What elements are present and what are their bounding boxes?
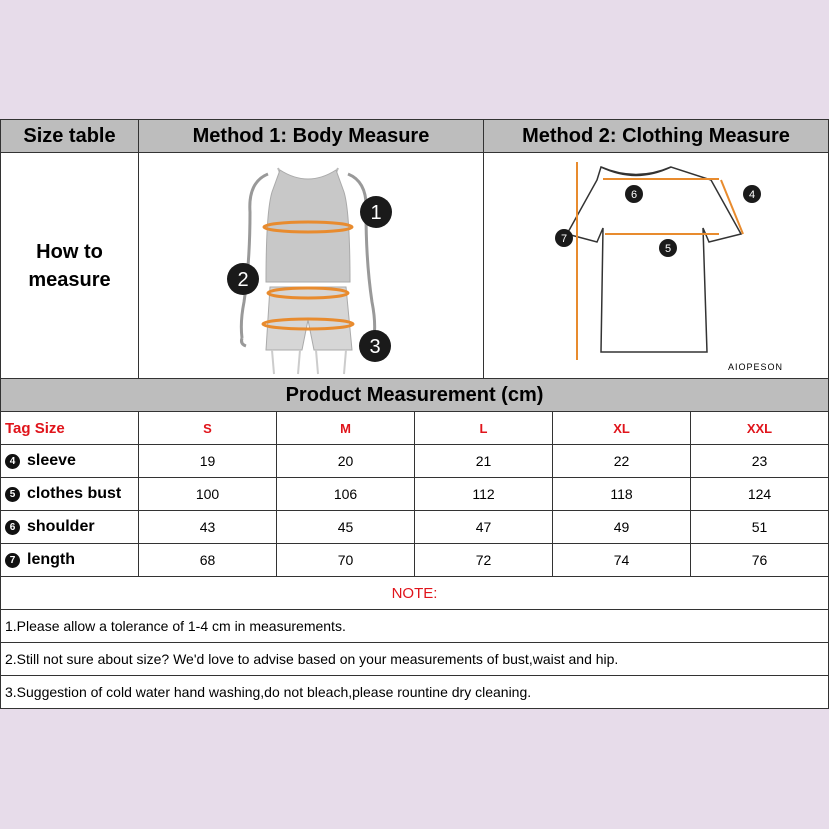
- size-table-header: Size table: [0, 119, 139, 153]
- table-cell: 74: [552, 543, 691, 577]
- marker-1-label: 1: [370, 202, 382, 224]
- table-cell: 23: [690, 444, 829, 478]
- row-label-bust: clothes bust: [27, 485, 122, 502]
- marker-4-label: 4: [748, 189, 756, 201]
- marker-7-label: 7: [560, 233, 568, 245]
- section-title: Product Measurement (cm): [0, 378, 829, 412]
- tshirt-illustration: [483, 152, 829, 379]
- size-header-l: L: [414, 411, 553, 445]
- size-header-xl: XL: [552, 411, 691, 445]
- note-title: NOTE:: [0, 576, 829, 610]
- note-item: 2.Still not sure about size? We'd love to advise based on your measurements of bust,waist and hip.: [0, 642, 829, 676]
- table-cell: 68: [138, 543, 277, 577]
- table-cell: 20: [276, 444, 415, 478]
- table-cell: 70: [276, 543, 415, 577]
- table-cell: 19: [138, 444, 277, 478]
- marker-4-icon: 4: [5, 454, 20, 469]
- table-cell: 76: [690, 543, 829, 577]
- marker-2-label: 2: [237, 269, 249, 291]
- marker-3-label: 3: [369, 336, 381, 358]
- table-cell: 100: [138, 477, 277, 511]
- table-cell: 43: [138, 510, 277, 544]
- table-cell: 118: [552, 477, 691, 511]
- size-header-xxl: XXL: [690, 411, 829, 445]
- brand-label: AIOPESON: [728, 362, 784, 372]
- table-row-label: [0, 444, 139, 478]
- table-cell: 106: [276, 477, 415, 511]
- clothing-measure-panel: [483, 152, 829, 379]
- marker-5-label: 5: [664, 243, 672, 255]
- table-cell: 22: [552, 444, 691, 478]
- table-cell: 47: [414, 510, 553, 544]
- method2-header: Method 2: Clothing Measure: [483, 119, 829, 153]
- marker-6-label: 6: [630, 189, 638, 201]
- table-cell: 49: [552, 510, 691, 544]
- marker-5-icon: 5: [5, 487, 20, 502]
- size-header-s: S: [138, 411, 277, 445]
- table-cell: 112: [414, 477, 553, 511]
- row-label-shoulder: shoulder: [27, 518, 95, 535]
- size-chart: [0, 119, 829, 709]
- table-row-label: [0, 510, 139, 544]
- method1-header: Method 1: Body Measure: [138, 119, 484, 153]
- tag-size-label: Tag Size: [0, 411, 139, 445]
- table-cell: 45: [276, 510, 415, 544]
- marker-6-icon: 6: [5, 520, 20, 535]
- size-header-m: M: [276, 411, 415, 445]
- table-cell: 51: [690, 510, 829, 544]
- body-measure-panel: [138, 152, 484, 379]
- table-row-label: [0, 477, 139, 511]
- note-item: 1.Please allow a tolerance of 1-4 cm in measurements.: [0, 609, 829, 643]
- table-cell: 124: [690, 477, 829, 511]
- note-item: 3.Suggestion of cold water hand washing,do not bleach,please rountine dry cleaning.: [0, 675, 829, 709]
- table-cell: 21: [414, 444, 553, 478]
- table-row-label: [0, 543, 139, 577]
- table-cell: 72: [414, 543, 553, 577]
- how-to-measure-label: How to measure: [0, 152, 139, 379]
- marker-7-icon: 7: [5, 553, 20, 568]
- row-label-length: length: [27, 551, 75, 568]
- row-label-sleeve: sleeve: [27, 452, 76, 469]
- body-figure-illustration: [138, 152, 484, 379]
